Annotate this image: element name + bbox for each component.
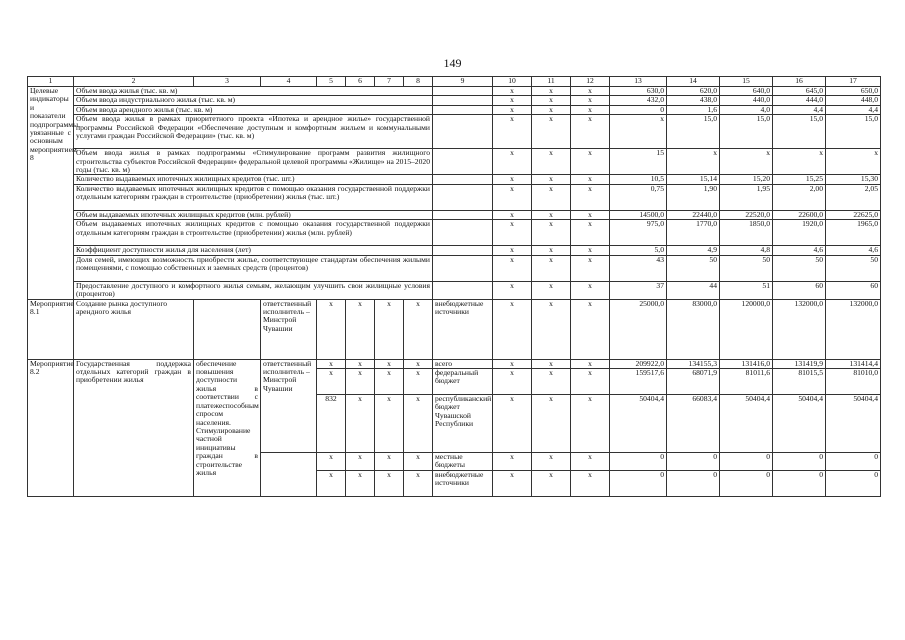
responsible-empty [261,453,317,497]
measure-label: Мероприятие 8.2 [28,359,74,496]
budget-code: 832 [317,395,346,453]
group-label: Целевые индикаторы и показатели подпрограммы, увязанные с основным мероприятием 8 [28,87,74,300]
indicator-value: 0,75 [610,184,667,210]
budget-code: x [375,471,404,497]
indicator-value: x [532,96,571,105]
indicator-value: 15,0 [826,115,881,149]
budget-code: x [317,471,346,497]
budget-code: x [404,395,433,453]
measure-value: x [493,369,532,395]
indicator-value: x [493,175,532,184]
measure-value: 131416,0 [720,359,773,368]
indicator-value: x [571,115,610,149]
indicator-name: Доля семей, имеющих возможность приобрести жилье, соответствующее стандартам обеспечения жилыми помещениями, с помощью собственных и заемных средств (процентов) [74,255,433,281]
indicator-value: 1,6 [667,105,720,114]
empty-cell [433,96,493,105]
indicator-name: Предоставление доступного и комфортного жилья семьям, желающим улучшить свои жилищные условия (процентов) [74,281,433,299]
indicator-value: 15,25 [773,175,826,184]
indicator-value: x [493,210,532,219]
page-number: 149 [443,56,462,70]
column-number: 17 [826,77,881,87]
measure-value: 159517,6 [610,369,667,395]
column-number: 15 [720,77,773,87]
indicator-row [28,149,881,175]
indicator-value: 50 [826,255,881,281]
measure-value: 120000,0 [720,299,773,359]
indicator-name: Объем ввода жилья (тыс. кв. м) [74,87,433,96]
budget-code: x [317,453,346,471]
funding-source: федеральный бюджет [433,369,493,395]
funding-source: внебюджетные источники [433,299,493,359]
empty-cell [433,220,493,246]
indicator-value: 448,0 [826,96,881,105]
measure-value: x [571,395,610,453]
indicator-row [28,184,881,210]
indicator-value: 650,0 [826,87,881,96]
indicator-value: 1,90 [667,184,720,210]
data-table [27,76,881,497]
measure-value: 0 [826,453,881,471]
column-number: 11 [532,77,571,87]
budget-code: x [317,369,346,395]
indicator-value: 640,0 [720,87,773,96]
indicator-value: x [667,149,720,175]
column-number: 1 [28,77,74,87]
indicator-value: 4,8 [720,246,773,255]
measure-value: x [532,395,571,453]
measure-value: 0 [720,453,773,471]
indicator-value: 22440,0 [667,210,720,219]
indicator-name: Количество выдаваемых ипотечных жилищных кредитов с помощью оказания государственной поддержки отдельным категориям граждан в строительстве (приобретении) жилья (тыс. шт.) [74,184,433,210]
column-number: 6 [346,77,375,87]
indicator-value: x [571,105,610,114]
indicator-value: 51 [720,281,773,299]
empty-cell [433,87,493,96]
measure-value: x [571,359,610,368]
indicator-value: 5,0 [610,246,667,255]
measure-label: Мероприятие 8.1 [28,299,74,359]
measure-value: 132000,0 [826,299,881,359]
empty-cell [433,210,493,219]
measure-value: 0 [720,471,773,497]
measure-value: x [571,299,610,359]
budget-code: x [375,359,404,368]
indicator-value: 630,0 [610,87,667,96]
indicator-value: x [571,149,610,175]
indicator-value: 43 [610,255,667,281]
empty-cell [433,175,493,184]
budget-code: x [346,359,375,368]
measure-value: 0 [667,453,720,471]
indicator-value: 15,14 [667,175,720,184]
indicator-value: 50 [720,255,773,281]
budget-code: x [346,453,375,471]
measure-value: x [493,359,532,368]
funding-source: республиканский бюджет Чувашской Республики [433,395,493,453]
indicator-name: Коэффициент доступности жилья для населения (лет) [74,246,433,255]
indicator-row [28,96,881,105]
column-number: 2 [74,77,194,87]
budget-code: x [404,453,433,471]
empty-cell [433,149,493,175]
indicator-value: 1770,0 [667,220,720,246]
measure-value: 50404,4 [773,395,826,453]
indicator-value: x [773,149,826,175]
indicator-value: x [571,220,610,246]
measure-value: 131419,9 [773,359,826,368]
empty-cell [433,105,493,114]
funding-source: внебюджетные источники [433,471,493,497]
indicator-name: Объем ввода арендного жилья (тыс. кв. м) [74,105,433,114]
measure-value: x [493,299,532,359]
indicator-value: 60 [773,281,826,299]
indicator-value: 645,0 [773,87,826,96]
responsible: ответственный исполнитель – Минстрой Чувашии [261,299,317,359]
indicator-value: x [571,87,610,96]
indicator-value: x [493,281,532,299]
indicator-value: 2,05 [826,184,881,210]
budget-code: x [317,299,346,359]
measure-value: 66083,4 [667,395,720,453]
indicator-value: 2,00 [773,184,826,210]
budget-code: x [404,359,433,368]
measure-value: 50404,4 [720,395,773,453]
indicator-value: 975,0 [610,220,667,246]
indicator-value: x [493,115,532,149]
funding-source: всего [433,359,493,368]
indicator-value: 438,0 [667,96,720,105]
measure-value: x [493,453,532,471]
measure-value: x [532,453,571,471]
indicator-value: 0 [610,105,667,114]
indicator-value: x [532,149,571,175]
indicator-value: x [493,255,532,281]
empty-cell [433,255,493,281]
indicator-value: x [826,149,881,175]
indicator-name: Количество выдаваемых ипотечных жилищных кредитов (тыс. шт.) [74,175,433,184]
funding-source: местные бюджеты [433,453,493,471]
measure-value: x [571,369,610,395]
indicator-name: Объем выдаваемых ипотечных жилищных кредитов с помощью оказания государственной поддержки отдельным категориям граждан в строительстве (приобретении) жилья (млн. рублей) [74,220,433,246]
indicator-value: 44 [667,281,720,299]
indicator-value: 4,6 [773,246,826,255]
indicator-value: x [532,220,571,246]
indicator-value: x [571,255,610,281]
indicator-value: 22600,0 [773,210,826,219]
column-number: 4 [261,77,317,87]
measure-value: 81011,6 [720,369,773,395]
indicator-value: x [493,149,532,175]
indicator-value: 1965,0 [826,220,881,246]
indicator-value: x [720,149,773,175]
indicator-row [28,115,881,149]
indicator-value: x [493,105,532,114]
indicator-value: x [532,255,571,281]
budget-code: x [346,395,375,453]
measure-8-1-row [28,299,881,359]
responsible: ответственный исполнитель – Минстрой Чувашии [261,359,317,452]
indicator-value: x [532,175,571,184]
measure-value: 0 [773,453,826,471]
indicator-value: 22625,0 [826,210,881,219]
empty-cell [433,281,493,299]
indicator-value: 4,4 [773,105,826,114]
indicator-value: 1920,0 [773,220,826,246]
budget-code: x [375,369,404,395]
measure-value: x [571,471,610,497]
indicator-value: 620,0 [667,87,720,96]
indicator-value: 50 [773,255,826,281]
measure-value: 131414,4 [826,359,881,368]
indicator-value: 22520,0 [720,210,773,219]
indicator-value: 1,95 [720,184,773,210]
measure-value: 209922,0 [610,359,667,368]
measure-value: x [532,359,571,368]
indicator-value: 50 [667,255,720,281]
empty-cell [433,115,493,149]
budget-code: x [346,369,375,395]
indicator-value: x [571,281,610,299]
column-number: 7 [375,77,404,87]
indicator-value: 15,30 [826,175,881,184]
indicator-value: 4,6 [826,246,881,255]
indicator-value: x [571,184,610,210]
measure-goal: обеспечение повышения доступности жилья в соответствии с платежеспособным спросом населения. Стимулирование частной инициативы граждан в строительстве жилья [194,359,261,496]
measure-value: x [532,299,571,359]
indicator-value: 60 [826,281,881,299]
column-number-row [28,77,881,87]
budget-code: x [404,299,433,359]
measure-value: 81015,5 [773,369,826,395]
indicator-value: 15,0 [720,115,773,149]
empty-cell [433,184,493,210]
indicator-value: x [532,184,571,210]
indicator-value: 15 [610,149,667,175]
indicator-row [28,255,881,281]
indicator-name: Объем ввода индустриального жилья (тыс. кв. м) [74,96,433,105]
budget-code: x [375,299,404,359]
indicator-value: x [571,246,610,255]
indicator-value: 1850,0 [720,220,773,246]
indicator-value: x [493,96,532,105]
measure-value: 0 [667,471,720,497]
indicator-value: 4,9 [667,246,720,255]
indicator-value: x [571,175,610,184]
indicator-value: x [532,115,571,149]
measure-value: x [532,471,571,497]
empty-cell [433,246,493,255]
measure-goal [194,299,261,359]
indicator-value: x [571,96,610,105]
measure-value: 134155,3 [667,359,720,368]
indicator-value: 14500,0 [610,210,667,219]
column-number: 10 [493,77,532,87]
indicator-value: x [493,246,532,255]
indicator-value: x [532,246,571,255]
measure-value: x [493,395,532,453]
indicator-row [28,175,881,184]
indicator-value: 4,0 [720,105,773,114]
indicator-name: Объем ввода жилья в рамках приоритетного проекта «Ипотека и арендное жилье» государственной программы Российской Федерации «Обеспечение доступным и комфортным жильем и коммунальными услугами граждан Российской Федерации» (тыс. кв. м) [74,115,433,149]
measure-value: 0 [826,471,881,497]
indicator-value: 432,0 [610,96,667,105]
indicator-row [28,281,881,299]
budget-code: x [346,299,375,359]
measure-value: x [493,471,532,497]
indicator-value: x [532,281,571,299]
measure-value: 0 [610,453,667,471]
measure-name: Создание рынка доступного арендного жилья [74,299,194,359]
measure-name: Государственная поддержка отдельных категорий граждан в приобретении жилья [74,359,194,496]
measure-value: 81010,0 [826,369,881,395]
budget-code: x [375,453,404,471]
indicator-value: 440,0 [720,96,773,105]
column-number: 14 [667,77,720,87]
indicator-value: x [532,87,571,96]
measure-value: 0 [610,471,667,497]
indicator-value: 15,0 [667,115,720,149]
indicator-value: 15,0 [773,115,826,149]
measure-value: 25000,0 [610,299,667,359]
column-number: 13 [610,77,667,87]
indicator-name: Объем выдаваемых ипотечных жилищных кредитов (млн. рублей) [74,210,433,219]
budget-code: x [404,369,433,395]
measure-value: 50404,4 [610,395,667,453]
measure-value: 68071,9 [667,369,720,395]
measure-value: x [571,453,610,471]
indicator-value: x [571,210,610,219]
indicator-value: x [493,220,532,246]
budget-code: x [346,471,375,497]
column-number: 8 [404,77,433,87]
measure-value: 132000,0 [773,299,826,359]
column-number: 5 [317,77,346,87]
column-number: 9 [433,77,493,87]
budget-code: x [375,395,404,453]
indicator-row [28,220,881,246]
budget-code: x [404,471,433,497]
column-number: 3 [194,77,261,87]
measure-value: x [532,369,571,395]
indicator-value: x [610,115,667,149]
budget-code: x [317,359,346,368]
indicator-row [28,246,881,255]
indicator-value: x [532,210,571,219]
indicator-value: 4,4 [826,105,881,114]
measure-value: 83000,0 [667,299,720,359]
indicator-value: 15,20 [720,175,773,184]
column-number: 12 [571,77,610,87]
indicator-value: 10,5 [610,175,667,184]
indicator-value: x [493,87,532,96]
indicator-value: x [532,105,571,114]
measure-value: 50404,4 [826,395,881,453]
indicator-value: 444,0 [773,96,826,105]
indicator-value: x [493,184,532,210]
measure-value: 0 [773,471,826,497]
indicator-value: 37 [610,281,667,299]
column-number: 16 [773,77,826,87]
indicator-name: Объем ввода жилья в рамках подпрограммы «Стимулирование программ развития жилищного строительства субъектов Российской Федерации» федеральной целевой программы «Жилище» на 2015–2020 годы (тыс. кв. м) [74,149,433,175]
